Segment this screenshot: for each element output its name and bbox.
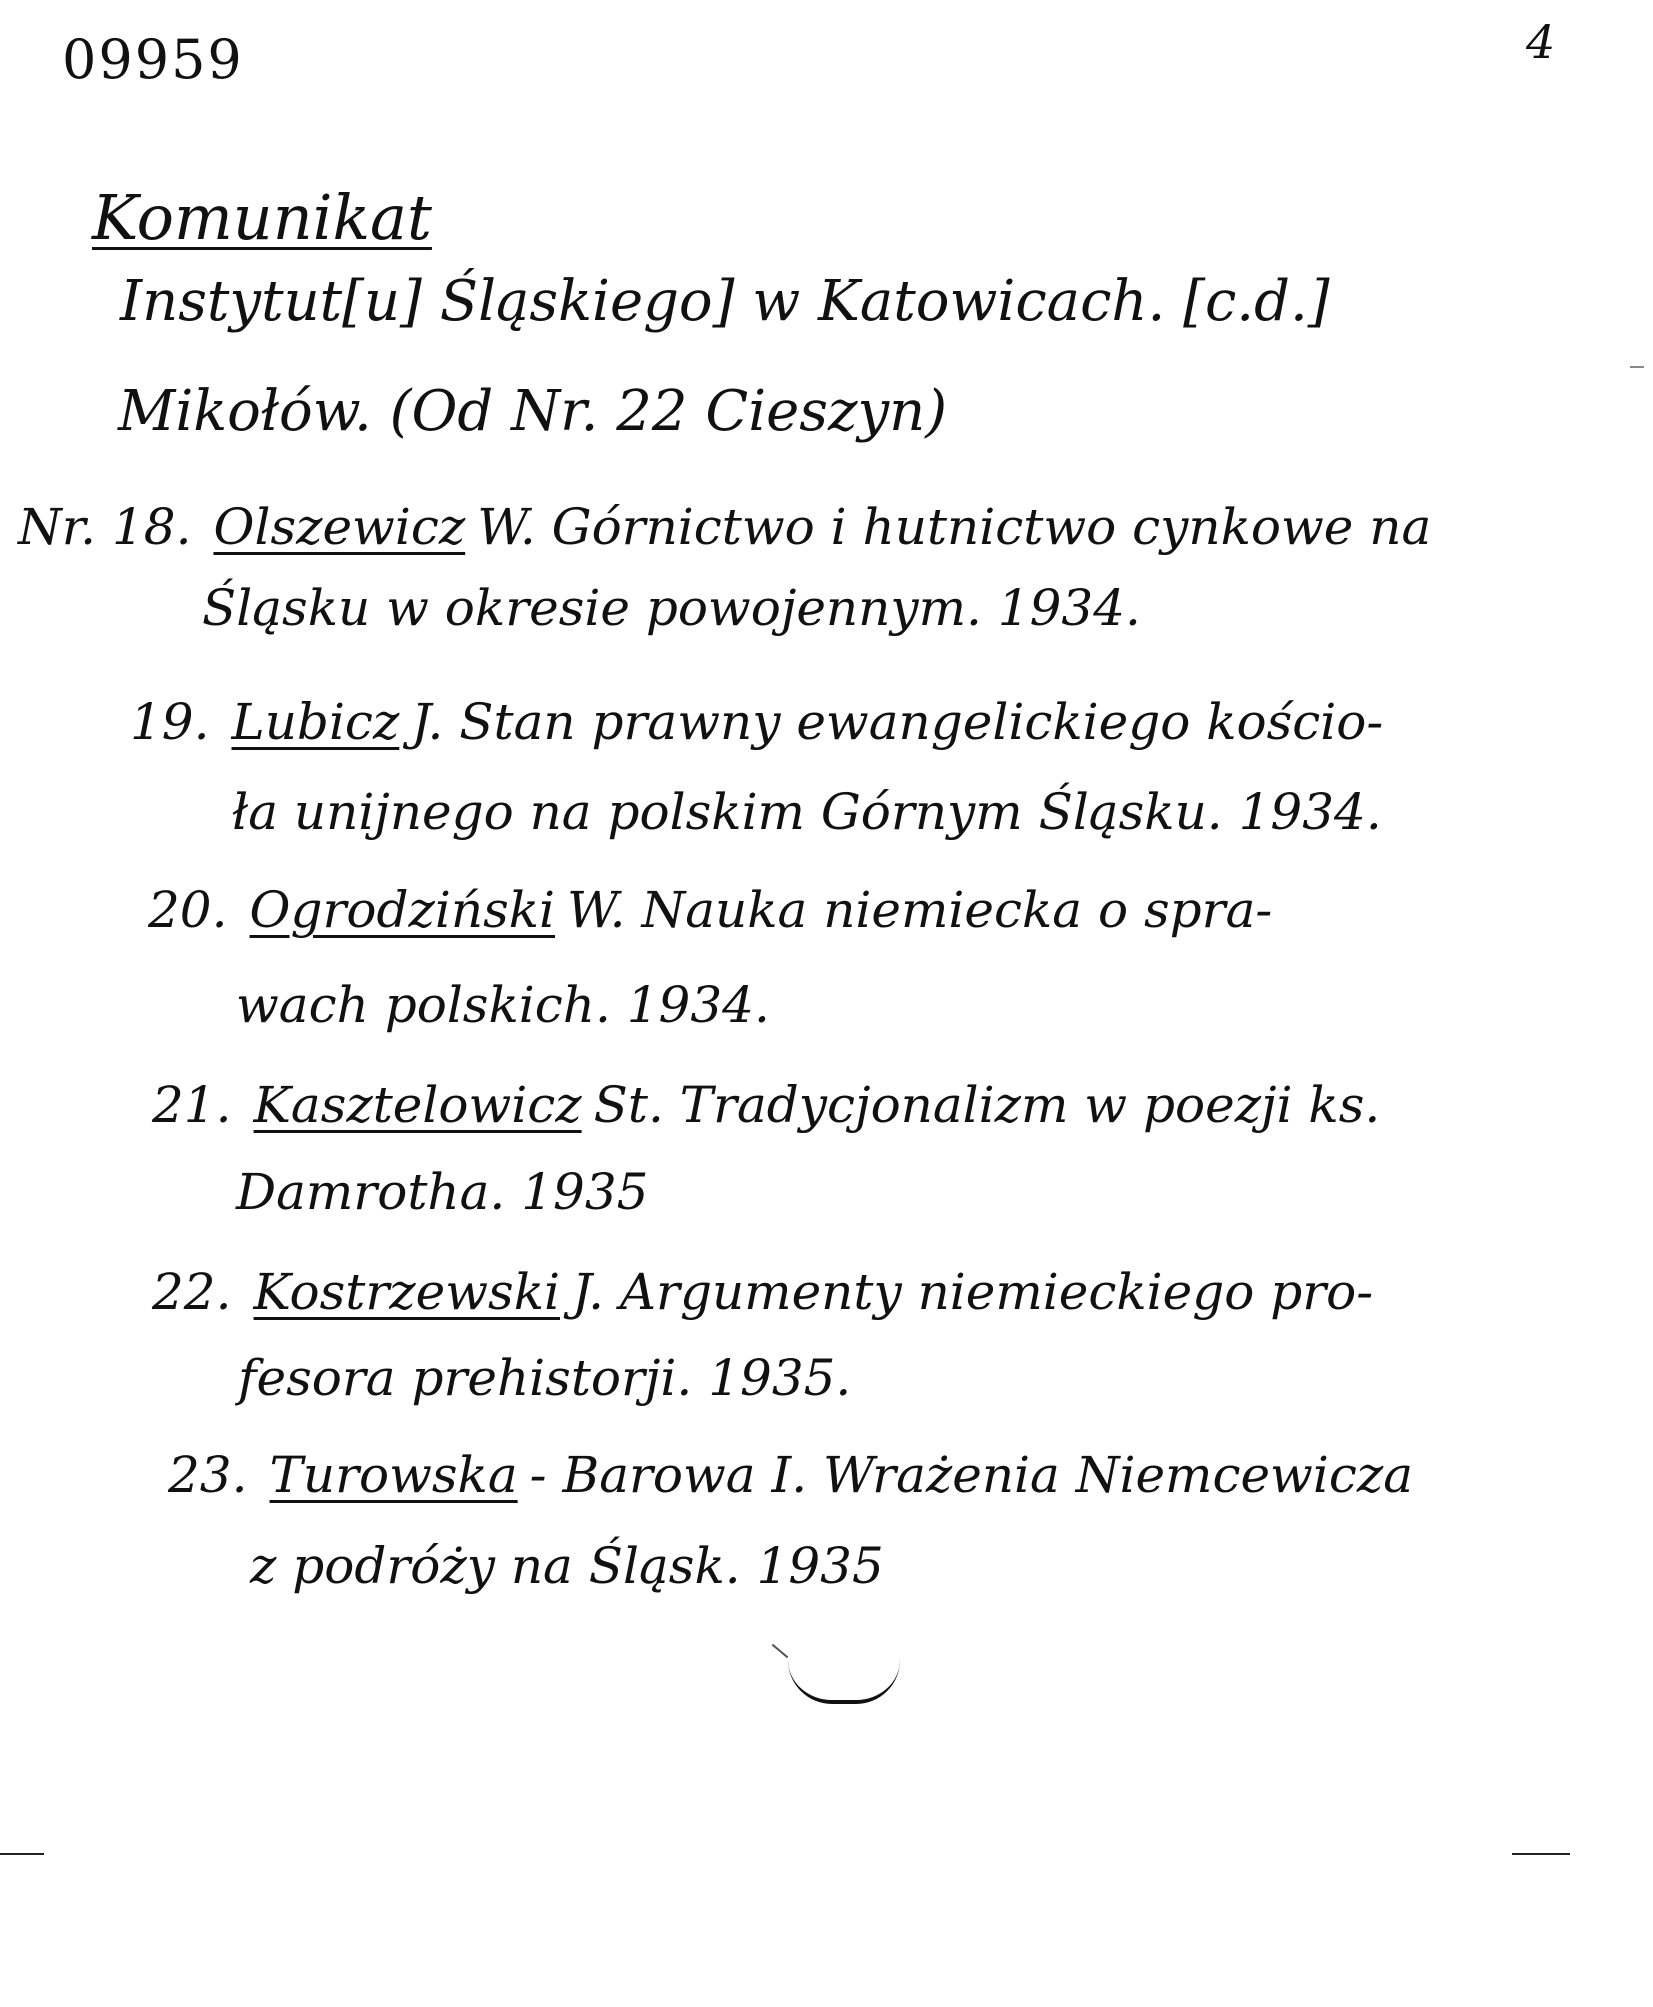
entry-22-line-2: fesora prehistorji. 1935.	[238, 1349, 852, 1407]
entry-18-line-2: Śląsku w okresie powojennym. 1934.	[202, 579, 1141, 637]
entry-title: W. Nauka niemiecka o spra-	[567, 881, 1273, 939]
entry-title: W. Górnictwo i hutnictwo cynkowe na	[477, 498, 1432, 556]
entry-title: J. Argumenty niemieckiego pro-	[571, 1263, 1374, 1321]
entry-title: St. Tradycjonalizm w poezji ks.	[593, 1076, 1381, 1134]
entry-title: J. Stan prawny ewangelickiego kościo-	[411, 693, 1384, 751]
right-edge-dash	[1630, 366, 1644, 368]
entry-18-line-1	[18, 497, 1431, 557]
right-edge-rule	[1512, 1853, 1570, 1855]
page-number: 4	[1526, 15, 1556, 69]
location-line: Mikołów. (Od Nr. 22 Cieszyn)	[118, 379, 948, 444]
entry-number: 22.	[152, 1263, 232, 1321]
entry-19-line-2: ła unijnego na polskim Górnym Śląsku. 1934.	[232, 783, 1382, 841]
entry-author: Turowska	[269, 1446, 518, 1504]
entry-number: Nr. 18.	[18, 498, 192, 556]
institute-line: Instytut[u] Śląskiego] w Katowicach. [c.d.]	[120, 269, 1330, 334]
left-edge-rule	[0, 1853, 44, 1855]
closing-flourish-tick	[772, 1644, 789, 1658]
entry-21-line-2: Damrotha. 1935	[236, 1163, 649, 1221]
entry-author: Kostrzewski	[253, 1263, 560, 1321]
entry-23-line-2: z podróży na Śląsk. 1935	[250, 1537, 884, 1595]
document-title: Komunikat	[92, 181, 432, 254]
entry-22-line-1	[152, 1262, 1373, 1322]
closing-flourish	[788, 1660, 900, 1704]
entry-19-line-1	[130, 692, 1383, 752]
entry-author: Olszewicz	[213, 498, 466, 556]
archive-number: 09959	[62, 28, 244, 91]
entry-number: 23.	[168, 1446, 248, 1504]
entry-author: Lubicz	[231, 693, 400, 751]
entry-20-line-1	[148, 880, 1272, 940]
entry-author: Kasztelowicz	[253, 1076, 582, 1134]
entry-21-line-1	[152, 1075, 1380, 1135]
entry-number: 19.	[130, 693, 210, 751]
entry-number: 20.	[148, 881, 228, 939]
entry-20-line-2: wach polskich. 1934.	[236, 976, 770, 1034]
entry-title: - Barowa I. Wrażenia Niemcewicza	[529, 1446, 1414, 1504]
entry-number: 21.	[152, 1076, 232, 1134]
entry-23-line-1	[168, 1445, 1413, 1505]
entry-author: Ogrodziński	[249, 881, 556, 939]
